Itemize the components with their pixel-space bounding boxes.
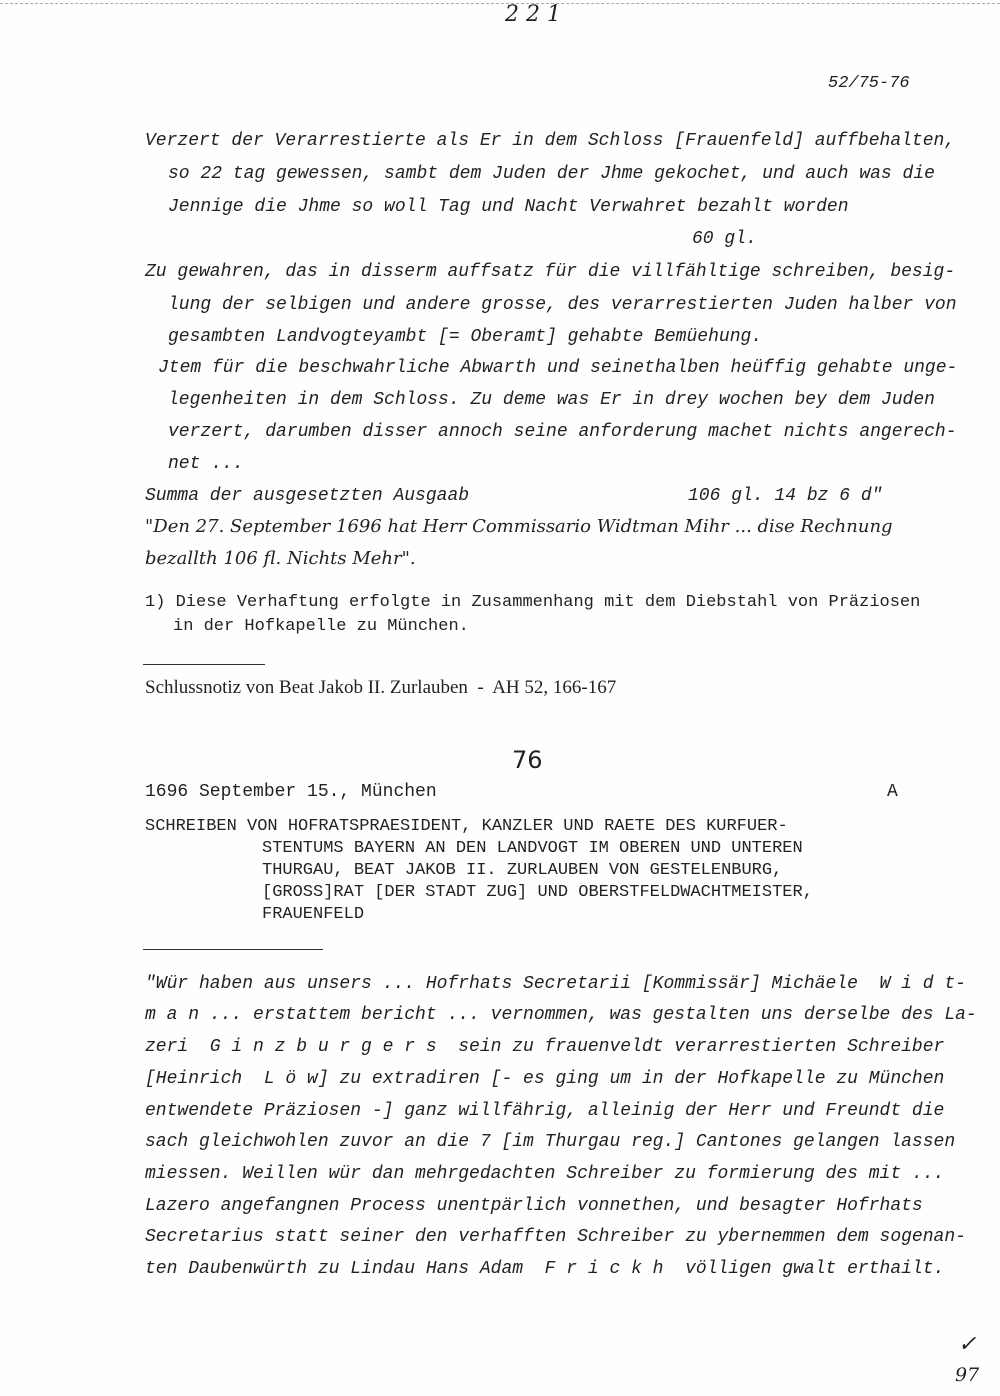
entry-title: THURGAU, BEAT JAKOB II. ZURLAUBEN VON GESTELENBURG, <box>262 861 783 880</box>
handwritten-note: bezallth 106 fl. Nichts Mehr". <box>145 548 416 569</box>
letter-text-line: entwendete Präziosen -] ganz willfährig, alleinig der Herr und Freundt die <box>145 1101 945 1121</box>
letter-text-line: ten Daubenwürth zu Lindau Hans Adam F r i c k h völligen gwalt erthailt. <box>145 1259 945 1279</box>
letter-text-line: [Heinrich L ö w] zu extradiren [- es ging um in der Hofkapelle zu München <box>145 1069 945 1089</box>
separator-rule <box>143 949 323 950</box>
text-line: Jtem für die beschwahrliche Abwarth und seinethalben heüffig gehabte unge- <box>158 358 958 378</box>
footnote: 1) Diese Verhaftung erfolgte in Zusammenhang mit dem Diebstahl von Präziosen <box>145 593 921 612</box>
entry-number: 76 <box>512 746 543 774</box>
letter-text-line: sach gleichwohlen zuvor an die 7 [im Thurgau reg.] Cantones gelangen lassen <box>145 1132 956 1152</box>
summa-value: 106 gl. 14 bz 6 d" <box>688 486 883 506</box>
footnote: in der Hofkapelle zu München. <box>173 617 469 636</box>
summa-label: Summa der ausgesetzten Ausgaab <box>145 486 470 506</box>
letter-text-line: Lazero angefangnen Process unentpärlich vonnethen, und besagter Hofrhats <box>145 1196 923 1216</box>
entry-letter: A <box>887 782 898 802</box>
letter-text-line: miessen. Weillen wür dan mehrgedachten Schreiber zu formierung des mit ... <box>145 1164 945 1184</box>
scan-edge <box>0 3 1000 4</box>
text-line: lung der selbigen und andere grosse, des verarrestierten Juden halber von <box>168 295 957 315</box>
amount: 60 gl. <box>692 229 757 249</box>
text-line: gesambten Landvogteyambt [= Oberamt] gehabte Bemüehung. <box>168 327 763 347</box>
text-line: so 22 tag gewessen, sambt dem Juden der Jhme gekochet, und auch was die <box>168 164 935 184</box>
text-line: legenheiten in dem Schloss. Zu deme was Er in drey wochen bey dem Juden <box>168 390 935 410</box>
text-line: Zu gewahren, das in disserm auffsatz für die villfähltige schreiben, besig- <box>145 262 956 282</box>
reference-number: 52/75-76 <box>828 74 910 93</box>
entry-title: FRAUENFELD <box>262 905 365 924</box>
separator-rule <box>143 664 265 665</box>
letter-text-line: Secretarius statt seiner den verhafften Schreiber zu ybernemmen dem sogenan- <box>145 1227 966 1247</box>
check-mark-icon: ✓ <box>958 1332 977 1357</box>
letter-text-line: m a n ... erstattem bericht ... vernommen, was gestalten uns derselbe des La- <box>145 1005 977 1025</box>
entry-title: STENTUMS BAYERN AN DEN LANDVOGT IM OBEREN UND UNTEREN <box>262 839 803 858</box>
entry-title: SCHREIBEN VON HOFRATSPRAESIDENT, KANZLER UND RAETE DES KURFUER- <box>145 817 788 836</box>
entry-title: [GROSS]RAT [DER STADT ZUG] UND OBERSTFELDWACHTMEISTER, <box>262 883 813 902</box>
entry-date-place: 1696 September 15., München <box>145 782 437 802</box>
text-line: Verzert der Verarrestierte als Er in dem Schloss [Frauenfeld] auffbehalten, <box>145 131 956 151</box>
letter-text-line: zeri G i n z b u r g e r s sein zu frauenveldt verarrestierten Schreiber <box>145 1037 945 1057</box>
text-line: verzert, darumben disser annoch seine anforderung machet nichts angerech- <box>168 422 957 442</box>
folio-number: 97 <box>955 1364 980 1386</box>
schlussnotiz: Schlussnotiz von Beat Jakob II. Zurlauben - AH 52, 166-167 <box>145 677 617 698</box>
handwritten-note: "Den 27. September 1696 hat Herr Commissario Widtman Mihr ... dise Rechnung <box>145 516 893 537</box>
letter-text-line: "Wür haben aus unsers ... Hofrhats Secretarii [Kommissär] Michäele W i d t- <box>145 974 966 994</box>
page-mark: 2 2 1 <box>505 2 561 27</box>
text-line: net ... <box>168 454 244 474</box>
text-line: Jennige die Jhme so woll Tag und Nacht Verwahret bezahlt worden <box>168 197 849 217</box>
